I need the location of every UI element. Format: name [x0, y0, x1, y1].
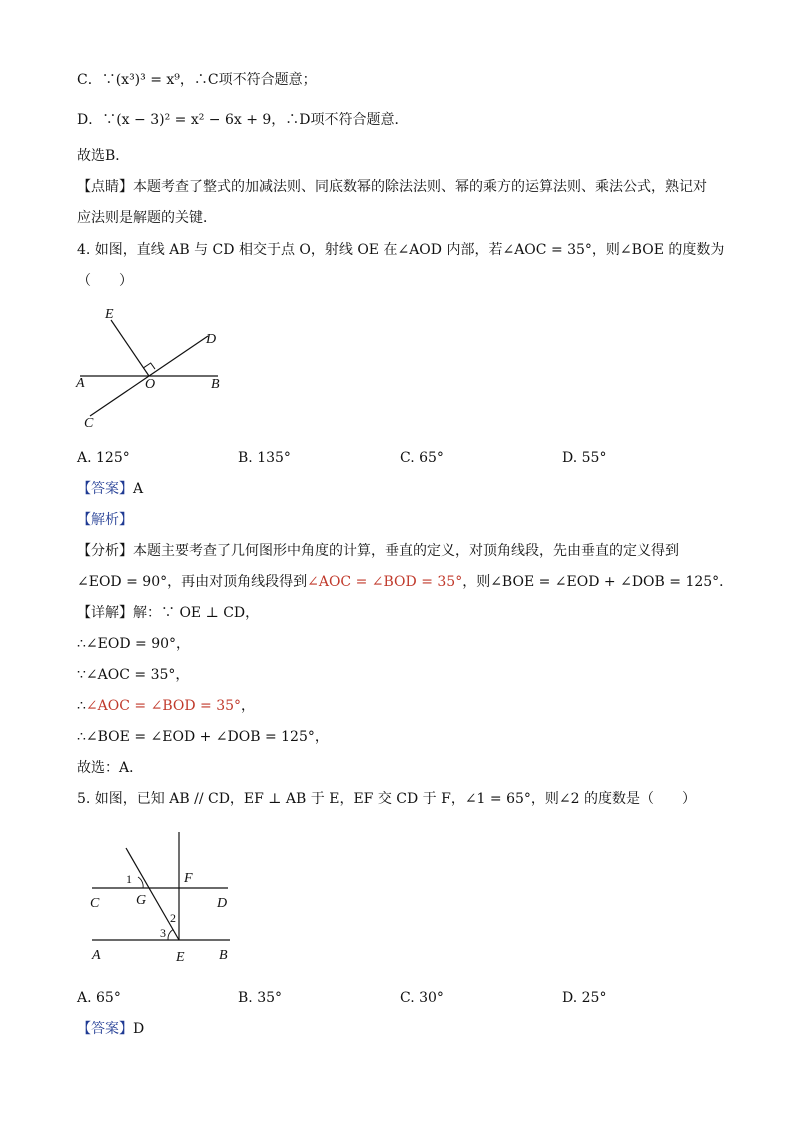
label-a: A	[92, 948, 101, 963]
q4-analysis-line-1: 【分析】本题主要考查了几何图形中角度的计算，垂直的定义，对顶角线段，先由垂直的定义得到	[77, 543, 679, 559]
label-g: G	[136, 893, 147, 908]
right-angle-mark	[144, 363, 156, 369]
q4-analysis-line-2	[77, 572, 733, 592]
line-choose-b: 故选B．	[77, 148, 130, 164]
label-d: D	[217, 896, 228, 911]
q4-answer	[77, 479, 143, 499]
label-3: 3	[160, 926, 166, 940]
q4-detail-3: ∵∠AOC = 35°，	[77, 667, 190, 683]
comment-line-1: 【点睛】本题考查了整式的加减法则、同底数幂的除法法则、幂的乘方的运算法则、乘法公式，熟记对	[77, 179, 707, 195]
q4-analysis-tag: 【解析】	[77, 512, 133, 528]
analysis-2a: ∠EOD = 90°，再由对顶角线段得到	[77, 574, 308, 590]
answer-value: A	[133, 481, 144, 497]
q5-option-d: D. 25°	[562, 990, 607, 1006]
q4-detail-5: ∴∠BOE = ∠EOD + ∠DOB = 125°，	[77, 729, 329, 745]
q5-option-a: A. 65°	[77, 990, 121, 1006]
label-f: F	[184, 871, 193, 886]
detail-4a: ∴	[77, 698, 86, 714]
label-o: O	[145, 377, 156, 392]
q4-option-b: B. 135°	[238, 450, 291, 466]
q4-detail-6: 故选：A．	[77, 760, 144, 776]
answer-tag: 【答案】	[77, 481, 133, 497]
answer-value: D	[133, 1021, 145, 1037]
q4-detail-1: 【详解】解：∵ OE ⊥ CD，	[77, 605, 260, 621]
label-e: E	[105, 307, 114, 322]
analysis-2b: ∠AOC = ∠BOD = 35°	[307, 574, 463, 590]
line-c-option: C．∵(x³)³ = x⁹，∴C项不符合题意；	[77, 72, 317, 88]
q4-option-c: C. 65°	[400, 450, 444, 466]
detail-4c: ，	[241, 698, 256, 714]
angle-1-arc	[138, 877, 143, 888]
q4-detail-4	[77, 696, 255, 716]
label-b: B	[211, 377, 220, 392]
line-d-option: D．∵(x − 3)² = x² − 6x + 9，∴D项不符合题意．	[77, 112, 409, 128]
q4-figure	[70, 300, 240, 435]
detail-4b: ∠AOC = ∠BOD = 35°	[85, 698, 242, 714]
q5-option-b: B. 35°	[238, 990, 283, 1006]
label-c: C	[84, 416, 94, 431]
label-b: B	[219, 948, 228, 963]
label-a: A	[76, 376, 85, 391]
transversal	[126, 848, 179, 940]
q4-option-a: A. 125°	[77, 450, 130, 466]
answer-tag: 【答案】	[77, 1021, 133, 1037]
comment-line-2: 应法则是解题的关键．	[77, 210, 217, 226]
angle-3-arc	[168, 930, 173, 941]
q4-stem-line-2: （ ）	[77, 273, 133, 289]
analysis-2c: ，则∠BOE = ∠EOD + ∠DOB = 125°．	[462, 574, 734, 590]
q5-figure	[80, 830, 250, 970]
label-1: 1	[126, 872, 132, 886]
label-d: D	[206, 332, 217, 347]
ray-oe	[111, 320, 149, 376]
q4-option-d: D. 55°	[562, 450, 607, 466]
label-e: E	[176, 950, 185, 965]
label-2: 2	[170, 911, 176, 925]
q4-detail-2: ∴∠EOD = 90°，	[77, 636, 191, 652]
q5-answer	[77, 1019, 144, 1039]
q5-option-c: C. 30°	[400, 990, 444, 1006]
q5-stem: 5. 如图，已知 AB // CD，EF ⊥ AB 于 E，EF 交 CD 于 F，∠1 = 65°，则∠2 的度数是（ ）	[77, 791, 696, 807]
label-c: C	[90, 896, 100, 911]
q4-stem-line-1: 4. 如图，直线 AB 与 CD 相交于点 O，射线 OE 在∠AOD 内部，若∠AOC = 35°，则∠BOE 的度数为	[77, 242, 725, 258]
